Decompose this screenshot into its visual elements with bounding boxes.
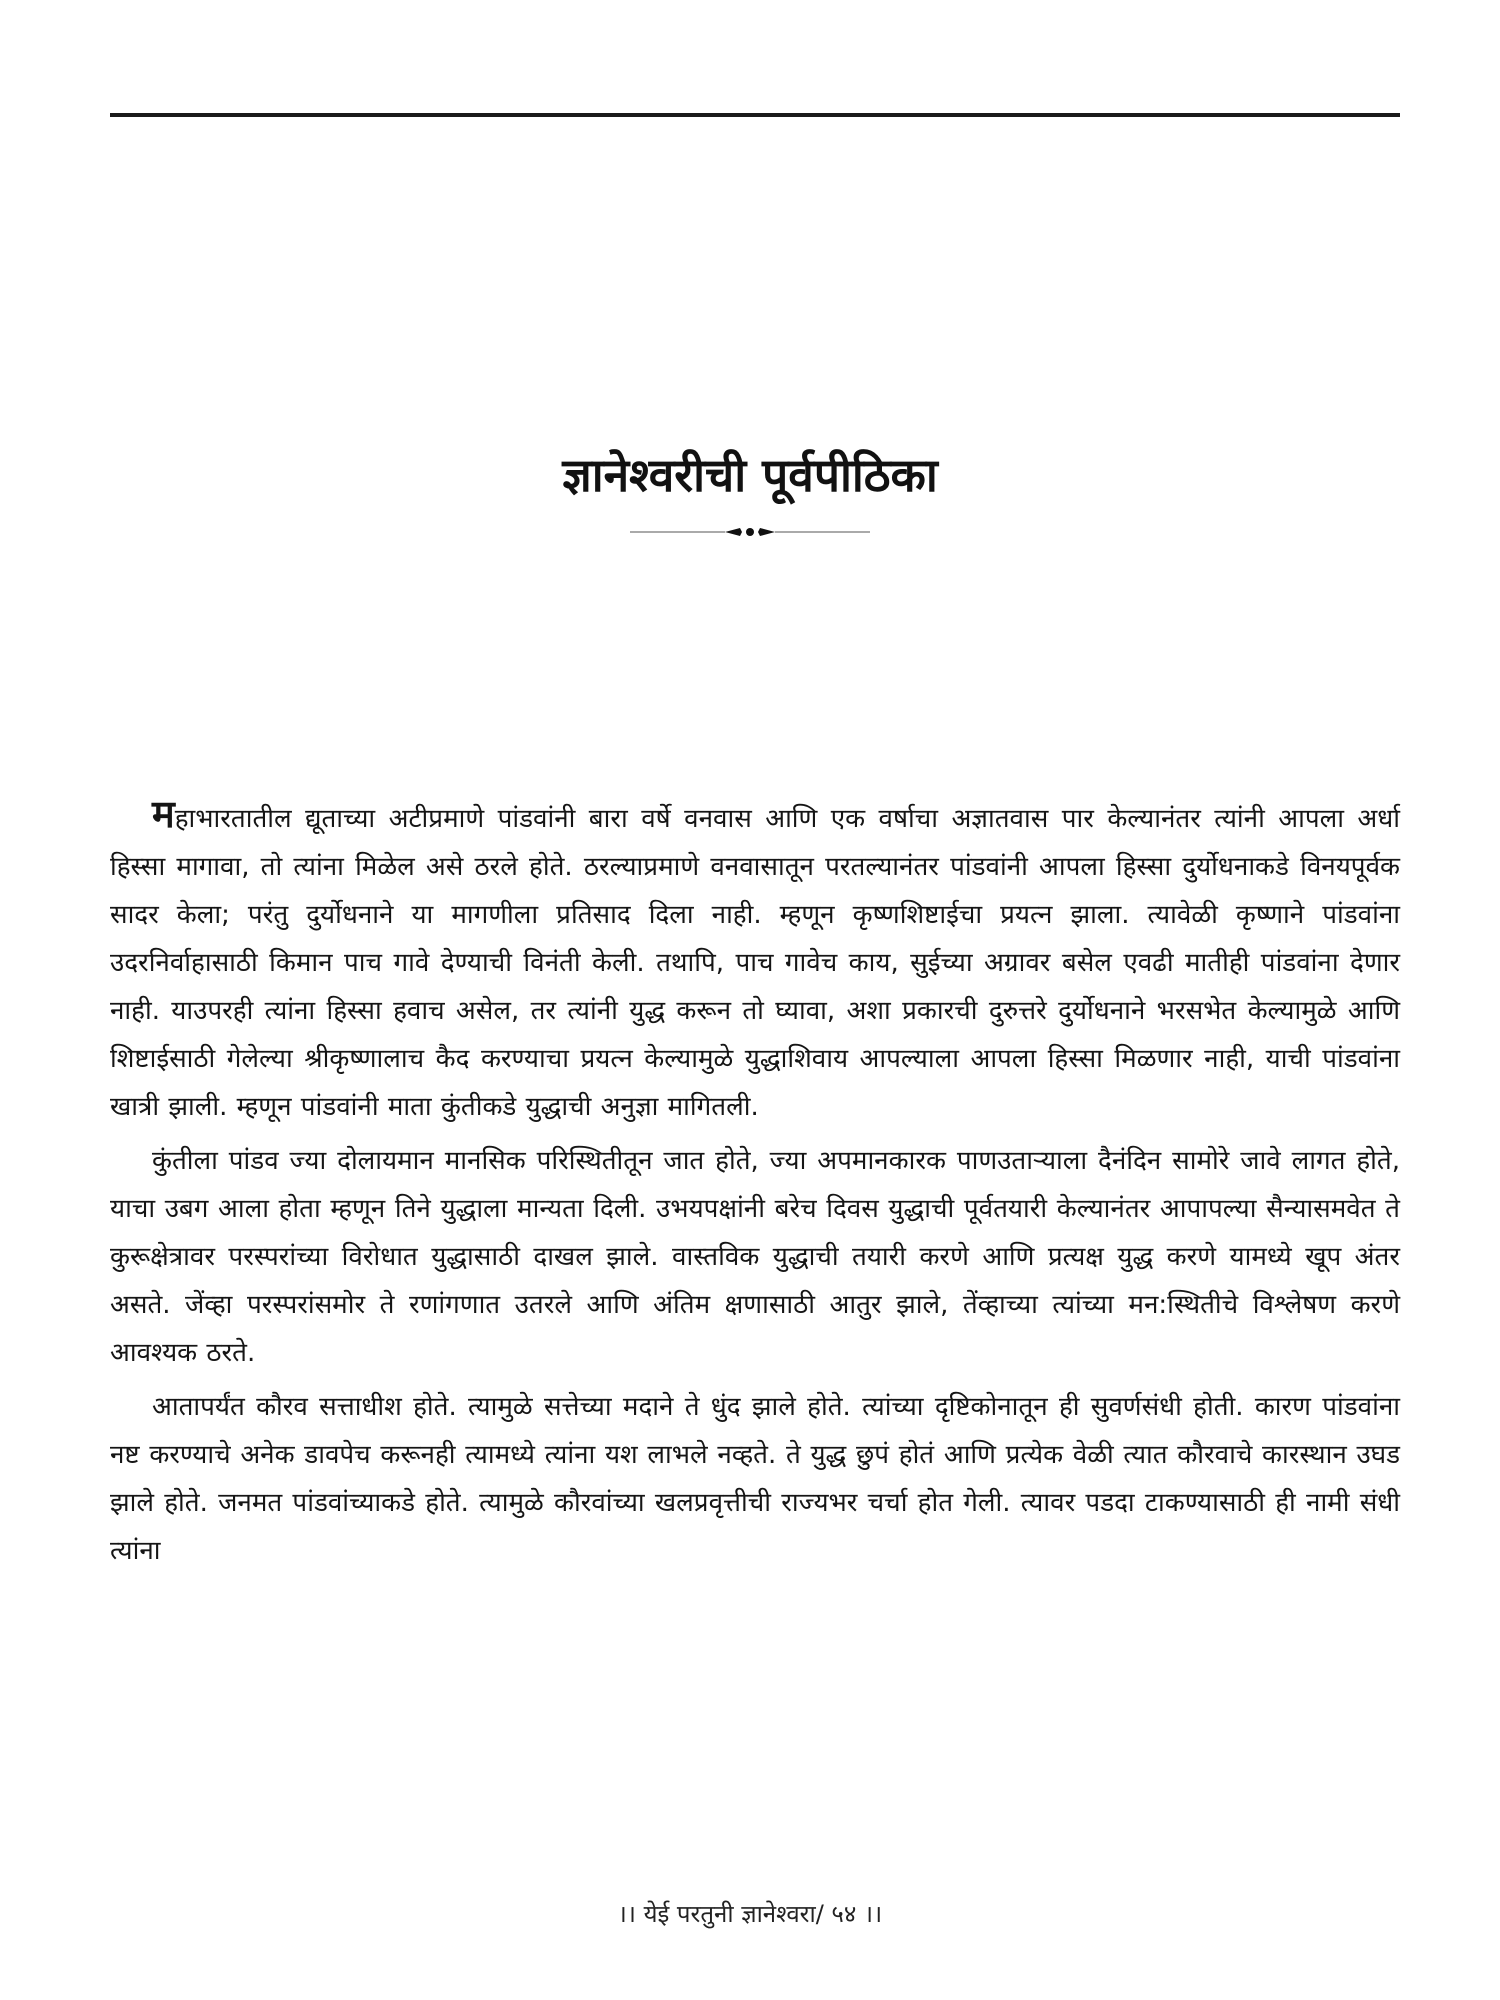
title-ornament xyxy=(630,522,870,542)
paragraph-text: हाभारतातील द्यूताच्या अटीप्रमाणे पांडवांनी बारा वर्षे वनवास आणि एक वर्षाचा अज्ञातवास पार केल्यानंतर त्यांनी आपला अर्धा हिस्सा मागावा, तो त्यांना मिळेल असे ठरले होते. ठरल्याप्रमाणे वनवासातून परतल्यानंतर पांडवांनी आपला हिस्सा दुर्योधनाकडे विनयपूर्वक सादर केला; परंतु दुर्योधनाने या मागणीला प्रतिसाद दिला नाही. म्हणून कृष्णशिष्टाईचा प्रयत्न झाला. त्यावेळी कृष्णाने पांडवांना उदरनिर्वाहासाठी किमान पाच गावे देण्याची विनंती केली. तथापि, पाच गावेच काय, सुईच्या अग्रावर बसेल एवढी मातीही पांडवांना देणार नाही. याउपरही त्यांना हिस्सा हवाच असेल, तर त्यांनी युद्ध करून तो घ्यावा, अशा प्रकारची दुरुत्तरे दुर्योधनाने भरसभेत केल्यामुळे आणि शिष्टाईसाठी गेलेल्या श्रीकृष्णालाच कैद करण्याचा प्रयत्न केल्यामुळे युद्धाशिवाय आपल्याला आपला हिस्सा मिळणार नाही, याची पांडवांना खात्री झाली. म्हणून पांडवांनी माता कुंतीकडे युद्धाची अनुज्ञा मागितली. xyxy=(110,804,1400,1122)
paragraph-1 xyxy=(110,790,1400,1131)
page-footer: ।। येई परतुनी ज्ञानेश्वरा/ ५४ ।। xyxy=(617,1900,883,1928)
paragraph-2 xyxy=(110,1137,1400,1377)
body-text xyxy=(110,790,1400,1575)
chapter-title: ज्ञानेश्वरीची पूर्वपीठिका xyxy=(562,448,938,502)
paragraph-3 xyxy=(110,1383,1400,1575)
paragraph-text: आतापर्यंत कौरव सत्ताधीश होते. त्यामुळे सत्तेच्या मदाने ते धुंद झाले होते. त्यांच्या दृष्टिकोनातून ही सुवर्णसंधी होती. कारण पांडवांना नष्ट करण्याचे अनेक डावपेच करूनही त्यामध्ये त्यांना यश लाभले नव्हते. ते युद्ध छुपं होतं आणि प्रत्येक वेळी त्यात कौरवाचे कारस्थान उघड झाले होते. जनमत पांडवांच्याकडे होते. त्यामुळे कौरवांच्या खलप्रवृत्तीची राज्यभर चर्चा होत गेली. त्यावर पडदा टाकण्यासाठी ही नामी संधी त्यांना xyxy=(110,1392,1400,1566)
header-rule xyxy=(110,113,1400,117)
drop-cap: म xyxy=(152,792,175,836)
paragraph-text: कुंतीला पांडव ज्या दोलायमान मानसिक परिस्थितीतून जात होते, ज्या अपमानकारक पाणउताऱ्याला दैनंदिन सामोरे जावे लागत होते, याचा उबग आला होता म्हणून तिने युद्धाला मान्यता दिली. उभयपक्षांनी बरेच दिवस युद्धाची पूर्वतयारी केल्यानंतर आपापल्या सैन्यासमवेत ते कुरूक्षेत्रावर परस्परांच्या विरोधात युद्धासाठी दाखल झाले. वास्तविक युद्धाची तयारी करणे आणि प्रत्यक्ष युद्ध करणे यामध्ये खूप अंतर असते. जेंव्हा परस्परांसमोर ते रणांगणात उतरले आणि अंतिम क्षणासाठी आतुर झाले, तेंव्हाच्या त्यांच्या मन:स्थितीचे विश्लेषण करणे आवश्यक ठरते. xyxy=(110,1146,1400,1368)
